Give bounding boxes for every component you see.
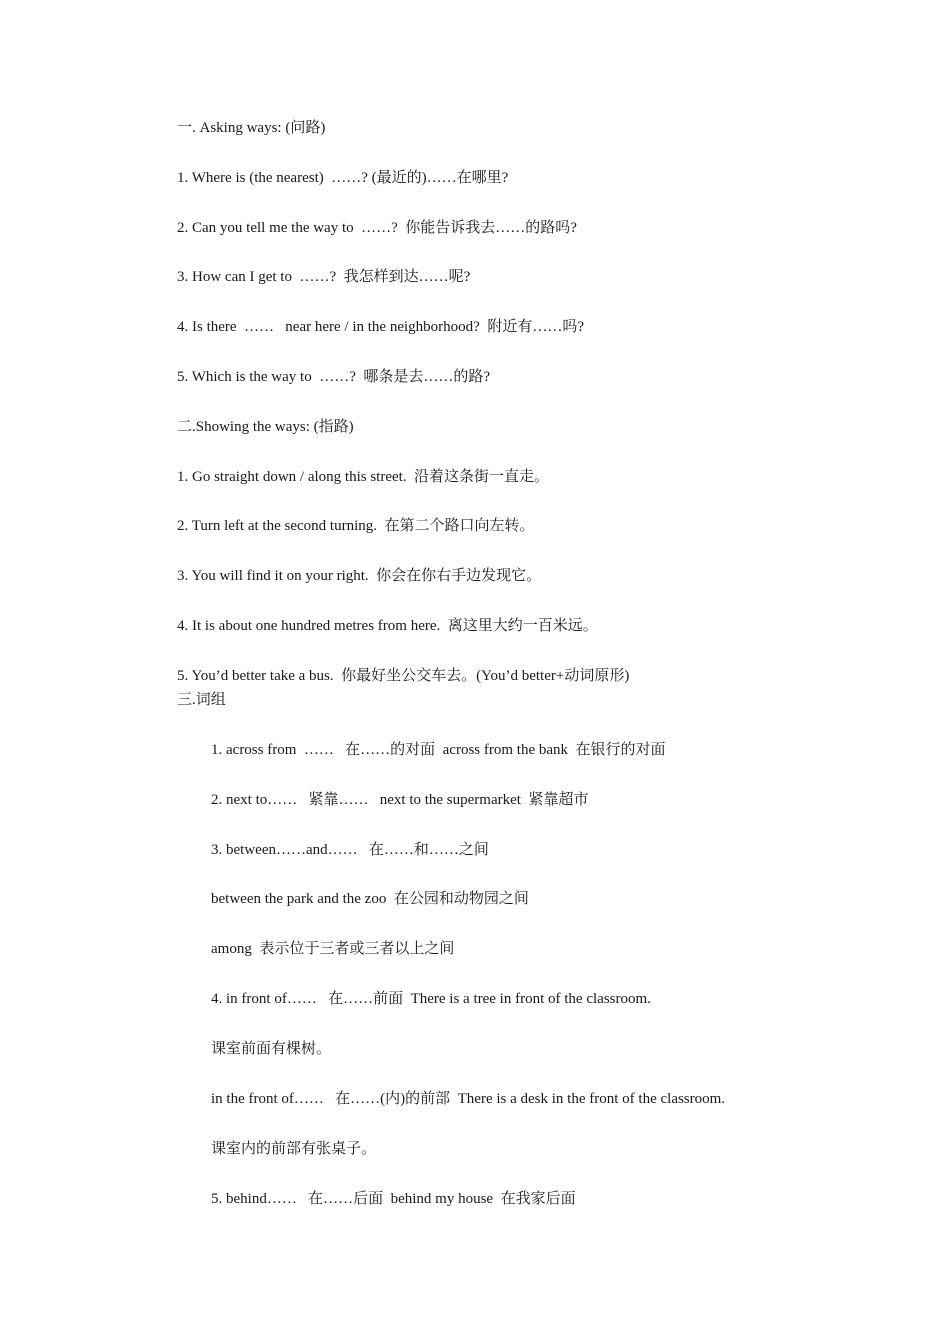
phrase-item: 2. next to…… 紧靠…… next to the supermarket 紧靠超市 [211, 792, 589, 808]
phrase-item: 5. behind…… 在……后面 behind my house 在我家后面 [211, 1191, 576, 1207]
section-heading-asking: 一. Asking ways: (问路) [177, 120, 326, 136]
showing-item: 1. Go straight down / along this street. 沿着这条街一直走。 [177, 469, 550, 485]
phrase-translation: 课室内的前部有张桌子。 [211, 1141, 377, 1157]
phrase-item: 1. across from …… 在……的对面 across from the bank 在银行的对面 [211, 742, 666, 758]
phrase-note: among 表示位于三者或三者以上之间 [211, 941, 455, 957]
asking-item: 2. Can you tell me the way to ……? 你能告诉我去……的路吗? [177, 220, 577, 236]
phrase-translation: 课室前面有棵树。 [211, 1041, 332, 1057]
section-heading-showing: 二.Showing the ways: (指路) [177, 419, 354, 435]
phrase-item: 4. in front of…… 在……前面 There is a tree in front of the classroom. [211, 991, 651, 1007]
asking-item: 5. Which is the way to ……? 哪条是去……的路? [177, 369, 491, 385]
section-heading-phrases: 三.词组 [177, 692, 226, 708]
phrase-item: 3. between……and…… 在……和……之间 [211, 842, 489, 858]
phrase-example: between the park and the zoo 在公园和动物园之间 [211, 891, 529, 907]
phrase-item: in the front of…… 在……(内)的前部 There is a desk in the front of the classroom. [211, 1091, 726, 1107]
showing-item: 5. You’d better take a bus. 你最好坐公交车去。(You’d better+动词原形) [177, 668, 630, 684]
asking-item: 3. How can I get to ……? 我怎样到达……呢? [177, 269, 471, 285]
showing-item: 3. You will find it on your right. 你会在你右手边发现它。 [177, 568, 542, 584]
asking-item: 4. Is there …… near here / in the neighborhood? 附近有……吗? [177, 319, 584, 335]
showing-item: 4. It is about one hundred metres from here. 离这里大约一百米远。 [177, 618, 598, 634]
asking-item: 1. Where is (the nearest) ……? (最近的)……在哪里? [177, 170, 509, 186]
showing-item: 2. Turn left at the second turning. 在第二个路口向左转。 [177, 518, 535, 534]
